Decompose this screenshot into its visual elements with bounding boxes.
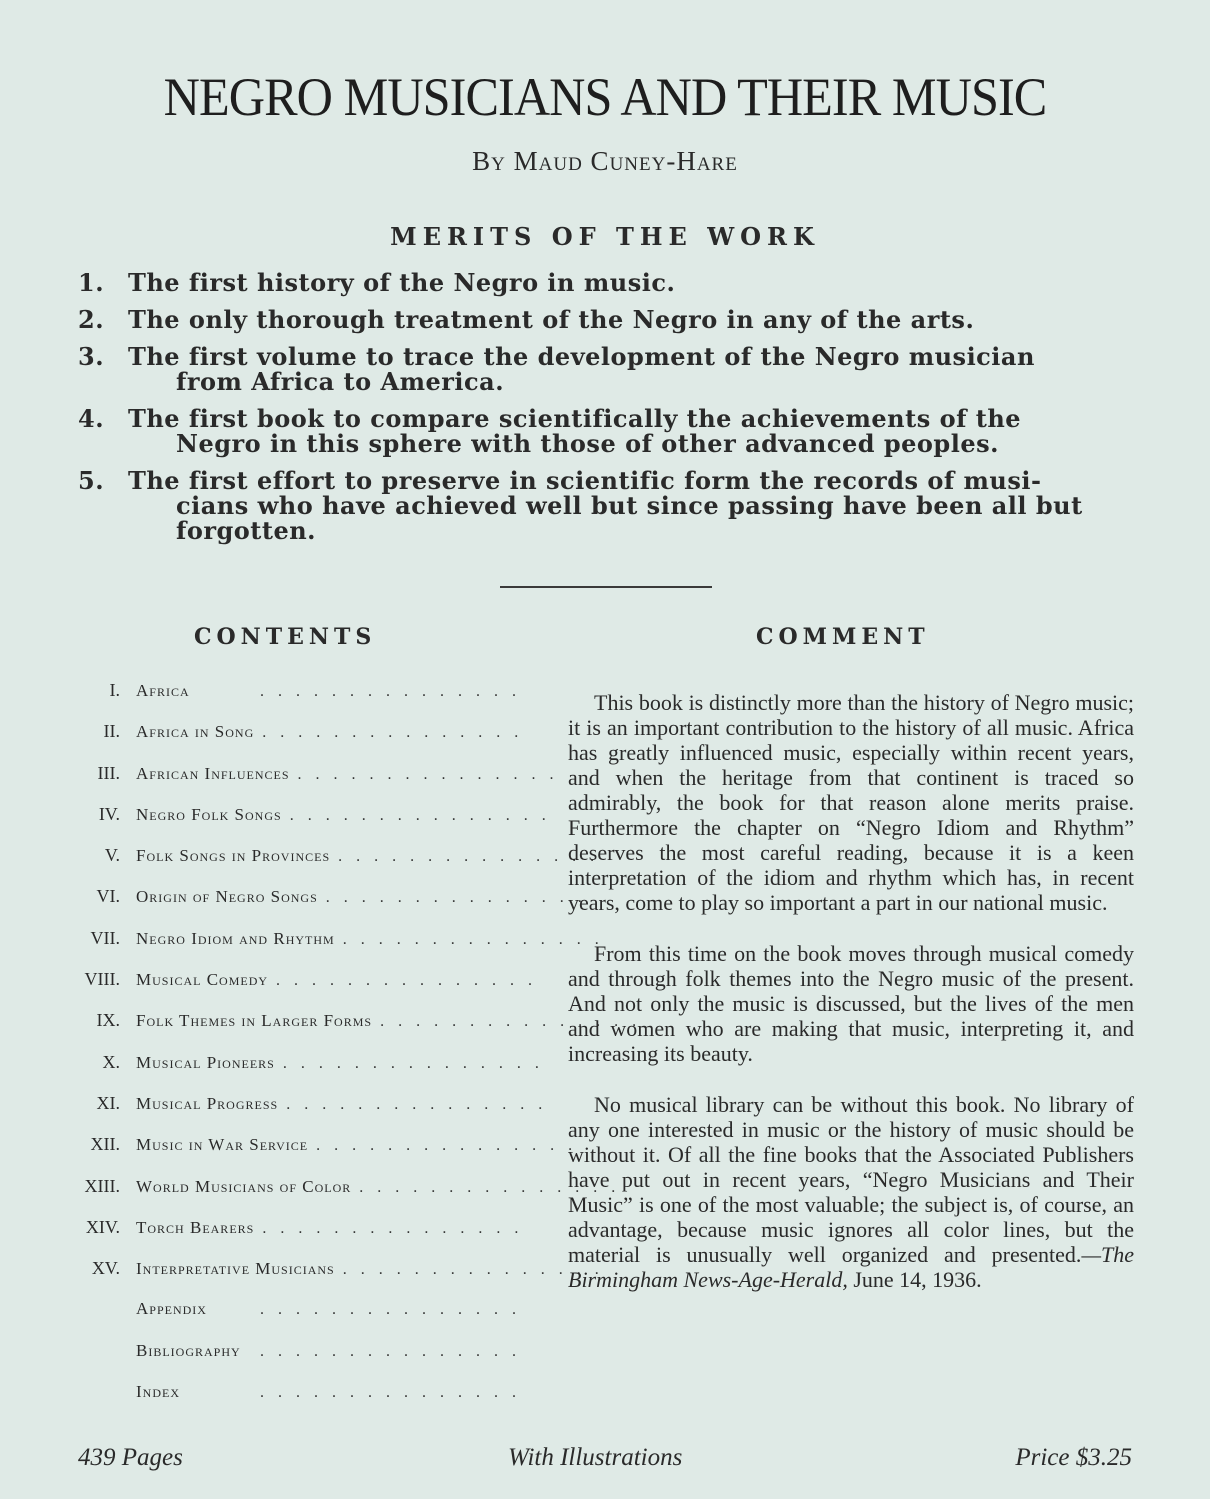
comment-text: No musical library can be without this book. No library of any one interested in music or the history of music should be without it. Of all the fine books that the Associated Publishers have put out in recent years, “Negro Musicians and Their Music” is one of the most valuable; the subject is, of course, an advantage, because music ignores all color lines, but the material is unusually well organized and presented. xyxy=(568,1092,1134,1267)
merit-text: The first history of the Negro in music. xyxy=(128,268,676,297)
toc-item xyxy=(70,1051,553,1093)
merit-number: 4. xyxy=(78,404,105,433)
comment-source: —The Birmingham News-Age-Herald, xyxy=(568,1242,1134,1292)
comment-paragraph: From this time on the book moves through musical comedy and through folk themes into the Negro music of the present. And not only the music is discussed, but the lives of the men and women who are making that music, interpreting it, and increasing its beauty. xyxy=(568,941,1134,1066)
chapter-title: Appendix xyxy=(136,1299,207,1319)
toc-item xyxy=(70,1010,651,1051)
chapter-title: Musical Progress xyxy=(136,1093,279,1113)
chapter-title: African Influences xyxy=(136,763,290,783)
merits-list xyxy=(78,270,1138,555)
chapter-title: Folk Songs in Provinces xyxy=(136,846,331,866)
chapter-number: VII. xyxy=(90,927,120,948)
toc-item xyxy=(70,1175,630,1217)
chapter-number: III. xyxy=(97,762,120,783)
leader-dots: ............... xyxy=(342,930,613,948)
chapter-number: VIII. xyxy=(84,969,120,990)
comment-section xyxy=(568,690,1134,1318)
chapter-title: Origin of Negro Songs xyxy=(136,887,318,907)
chapter-title: Africa in Song xyxy=(136,722,255,742)
merit-item xyxy=(78,406,1138,456)
merit-text: The first book to compare scientifically the achievements of the xyxy=(128,404,1022,433)
chapter-number: XIII. xyxy=(84,1175,120,1196)
toc-item xyxy=(70,1341,530,1382)
merit-text-cont: Negro in this sphere with those of other advanced peoples. xyxy=(176,429,999,458)
toc-item xyxy=(70,1382,530,1423)
chapter-title: Musical Pioneers xyxy=(136,1052,275,1072)
chapter-number: XI. xyxy=(96,1092,120,1113)
leader-dots: ............... xyxy=(289,806,560,824)
comment-paragraph xyxy=(568,1092,1134,1292)
toc-item xyxy=(70,680,530,721)
merit-number: 2. xyxy=(78,305,105,334)
comment-heading: COMMENT xyxy=(756,624,930,650)
book-title: NEGRO MUSICIANS AND THEIR MUSIC xyxy=(163,67,1047,127)
chapter-title: Negro Folk Songs xyxy=(136,804,282,824)
leader-dots: ............... xyxy=(297,765,568,783)
illustrations-note: With Illustrations xyxy=(508,1444,683,1471)
leader-dots: ............... xyxy=(286,1095,557,1113)
comment-paragraph: This book is distinctly more than the history of Negro music; it is an important contribution to the history of all music. Africa has greatly influenced music, especially within recent years, and when the heritage from that continent is traced so admirably, the book for that reason alone merits praise. Furthermore the chapter on “Negro Idiom and Rhythm” deserves the most careful reading, because it is a keen interpretation of the idiom and rhythm which has, in recent years, come to play so important a part in our national music. xyxy=(568,690,1134,915)
chapter-title: World Musicians of Color xyxy=(136,1176,352,1196)
table-of-contents xyxy=(70,680,651,1423)
merit-item xyxy=(78,468,1138,543)
leader-dots: ............... xyxy=(260,683,530,700)
leader-dots: ............... xyxy=(282,1054,553,1072)
merit-number: 1. xyxy=(78,268,105,297)
leader-dots: ............... xyxy=(260,1342,530,1360)
toc-item xyxy=(70,927,613,969)
merit-number: 3. xyxy=(78,342,105,371)
merit-text-cont: cians who have achieved well but since passing have been all but forgotten. xyxy=(176,491,1083,545)
leader-dots: ............... xyxy=(262,1219,533,1237)
toc-item xyxy=(70,803,560,845)
merit-item xyxy=(78,344,1138,394)
comment-date: June 14, 1936. xyxy=(853,1267,982,1292)
chapter-title: Torch Bearers xyxy=(136,1217,255,1237)
leader-dots: ............... xyxy=(380,1013,651,1031)
chapter-number: II. xyxy=(103,721,120,742)
chapter-number: I. xyxy=(109,680,120,700)
toc-item xyxy=(70,969,547,1010)
toc-item xyxy=(70,1134,587,1175)
chapter-number: XIV. xyxy=(85,1216,120,1237)
page-count: 439 Pages xyxy=(78,1444,183,1471)
merit-number: 5. xyxy=(78,466,105,495)
chapter-number: X. xyxy=(102,1051,120,1072)
toc-item xyxy=(70,1299,530,1340)
chapter-number: IX. xyxy=(96,1010,120,1031)
merit-text: The first volume to trace the development of the Negro musician xyxy=(128,342,1035,371)
chapter-title: Bibliography xyxy=(136,1340,241,1360)
chapter-number: XII. xyxy=(90,1134,120,1155)
leader-dots: ............... xyxy=(260,1301,530,1319)
chapter-title: Interpretative Musicians xyxy=(136,1259,335,1279)
leader-dots: ............... xyxy=(276,972,547,990)
toc-item xyxy=(70,762,568,804)
merit-item xyxy=(78,307,1138,332)
merit-text-cont: from Africa to America. xyxy=(176,367,505,396)
price: Price $3.25 xyxy=(1015,1444,1132,1471)
divider-rule xyxy=(500,586,712,588)
chapter-number: VI. xyxy=(96,886,120,907)
toc-item xyxy=(70,845,609,886)
leader-dots: ............... xyxy=(325,889,596,907)
leader-dots: ............... xyxy=(342,1261,613,1279)
author-byline: By Maud Cuney-Hare xyxy=(472,146,738,176)
chapter-title: Music in War Service xyxy=(136,1135,309,1155)
chapter-number: V. xyxy=(104,845,120,866)
toc-item xyxy=(70,1092,557,1134)
chapter-title: Africa xyxy=(136,681,190,700)
toc-item xyxy=(70,886,596,927)
toc-item xyxy=(70,1258,613,1299)
chapter-number: XV. xyxy=(91,1258,120,1279)
leader-dots: ............... xyxy=(262,724,533,742)
toc-item xyxy=(70,721,533,762)
leader-dots: ............... xyxy=(260,1384,530,1402)
chapter-title: Index xyxy=(136,1382,180,1402)
leader-dots: ............... xyxy=(316,1137,587,1155)
chapter-title: Musical Comedy xyxy=(136,970,269,990)
merit-text: The only thorough treatment of the Negro in any of the arts. xyxy=(128,305,975,334)
chapter-number: IV. xyxy=(98,803,120,824)
contents-heading: CONTENTS xyxy=(194,624,377,650)
toc-item xyxy=(70,1216,533,1258)
merit-item xyxy=(78,270,1138,295)
chapter-title: Folk Themes in Larger Forms xyxy=(136,1011,373,1031)
merit-text: The first effort to preserve in scientific form the records of musi- xyxy=(128,466,1042,495)
leader-dots: ............... xyxy=(338,848,609,866)
leader-dots: ............... xyxy=(359,1178,630,1196)
chapter-title: Negro Idiom and Rhythm xyxy=(136,928,335,948)
merits-heading: MERITS OF THE WORK xyxy=(390,222,820,251)
